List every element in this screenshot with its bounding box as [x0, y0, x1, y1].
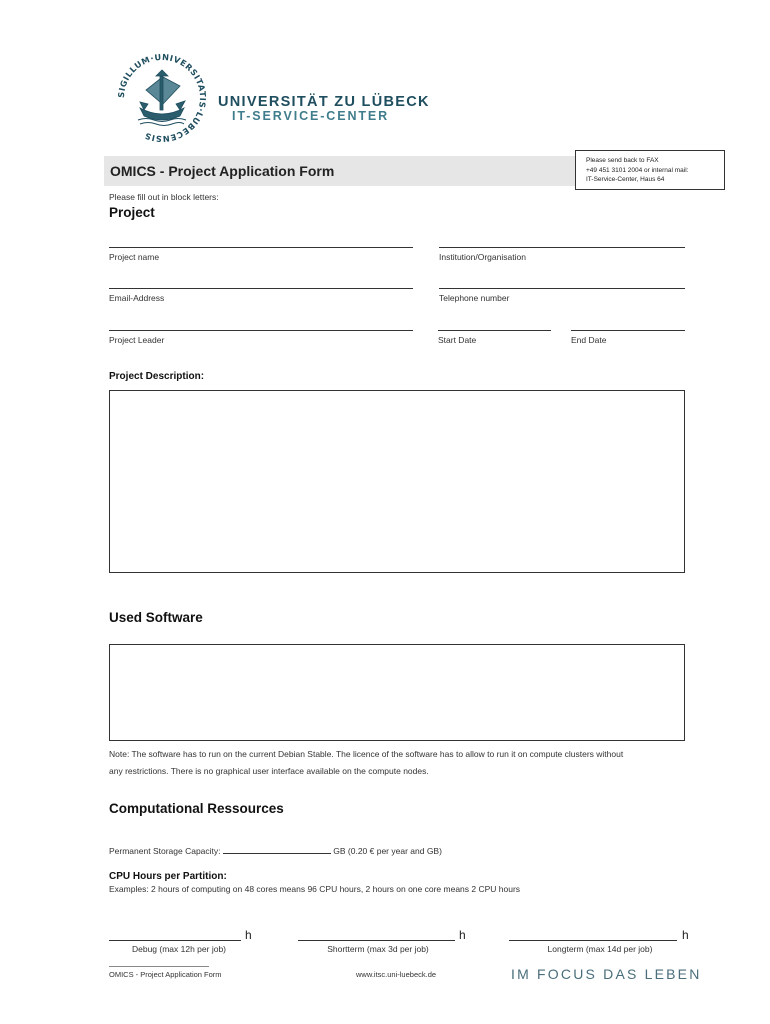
footer-divider [109, 966, 209, 967]
end-date-field[interactable] [571, 330, 685, 331]
block-letters-instruction: Please fill out in block letters: [109, 192, 219, 202]
project-leader-field[interactable] [109, 330, 413, 331]
footer-motto: IM FOCUS DAS LEBEN [511, 966, 702, 982]
university-seal-logo [110, 46, 214, 150]
shortterm-hours-field[interactable] [298, 940, 455, 941]
telephone-label: Telephone number [439, 293, 510, 303]
longterm-hours-field[interactable] [509, 940, 677, 941]
used-software-box[interactable] [109, 644, 685, 741]
footer-form-name: OMICS - Project Application Form [109, 970, 222, 979]
email-label: Email-Address [109, 293, 165, 303]
form-title: OMICS - Project Application Form [110, 163, 335, 179]
institution-label: Institution/Organisation [439, 252, 526, 262]
fax-line-3: IT-Service-Center, Haus 64 [586, 176, 665, 183]
cpu-hours-example: Examples: 2 hours of computing on 48 cores means 96 CPU hours, 2 hours on one core means 2 CPU hours [109, 884, 521, 894]
end-date-label: End Date [571, 335, 607, 345]
project-name-field[interactable] [109, 247, 413, 248]
storage-capacity-unit: GB (0.20 € per year and GB) [333, 846, 442, 856]
software-note-line-1: Note: The software has to run on the current Debian Stable. The licence of the software has to allow to run it on compute clusters without [109, 749, 624, 759]
institution-field[interactable] [439, 247, 685, 248]
svg-text:SIGILLUM·UNIVERSITATIS·LUBECEN: SIGILLUM·UNIVERSITATIS·LUBECENSIS [115, 51, 209, 145]
fax-line-2: +49 451 3101 2004 or internal mail: [586, 166, 689, 174]
shortterm-hours-unit: h [459, 928, 466, 942]
project-description-label: Project Description: [109, 371, 205, 382]
project-leader-label: Project Leader [109, 335, 165, 345]
shortterm-partition-label: Shortterm (max 3d per job) [327, 944, 429, 954]
start-date-label: Start Date [438, 335, 477, 345]
longterm-hours-unit: h [682, 928, 689, 942]
telephone-field[interactable] [439, 288, 685, 289]
debug-partition-label: Debug (max 12h per job) [131, 944, 227, 954]
storage-capacity-row [109, 844, 442, 856]
fax-line-1: Please send back to FAX [586, 157, 659, 164]
it-service-center-name: IT-SERVICE-CENTER [232, 109, 390, 123]
storage-capacity-label: Permanent Storage Capacity: [109, 846, 221, 856]
project-heading: Project [109, 205, 155, 220]
debug-hours-unit: h [245, 928, 252, 942]
software-note-line-2: any restrictions. There is no graphical user interface available on the compute nodes. [109, 766, 429, 776]
used-software-heading: Used Software [109, 610, 203, 625]
project-name-label: Project name [109, 252, 160, 262]
debug-hours-field[interactable] [109, 940, 241, 941]
university-name: UNIVERSITÄT ZU LÜBECK [218, 94, 430, 110]
cpu-hours-heading: CPU Hours per Partition: [109, 871, 227, 882]
fax-return-box [575, 150, 725, 190]
footer-website-link[interactable]: www.itsc.uni-luebeck.de [356, 970, 437, 979]
computational-resources-heading: Computational Ressources [109, 801, 284, 816]
longterm-partition-label: Longterm (max 14d per job) [547, 944, 653, 954]
email-field[interactable] [109, 288, 413, 289]
project-description-box[interactable] [109, 390, 685, 573]
start-date-field[interactable] [438, 330, 551, 331]
storage-capacity-field[interactable] [223, 844, 331, 854]
